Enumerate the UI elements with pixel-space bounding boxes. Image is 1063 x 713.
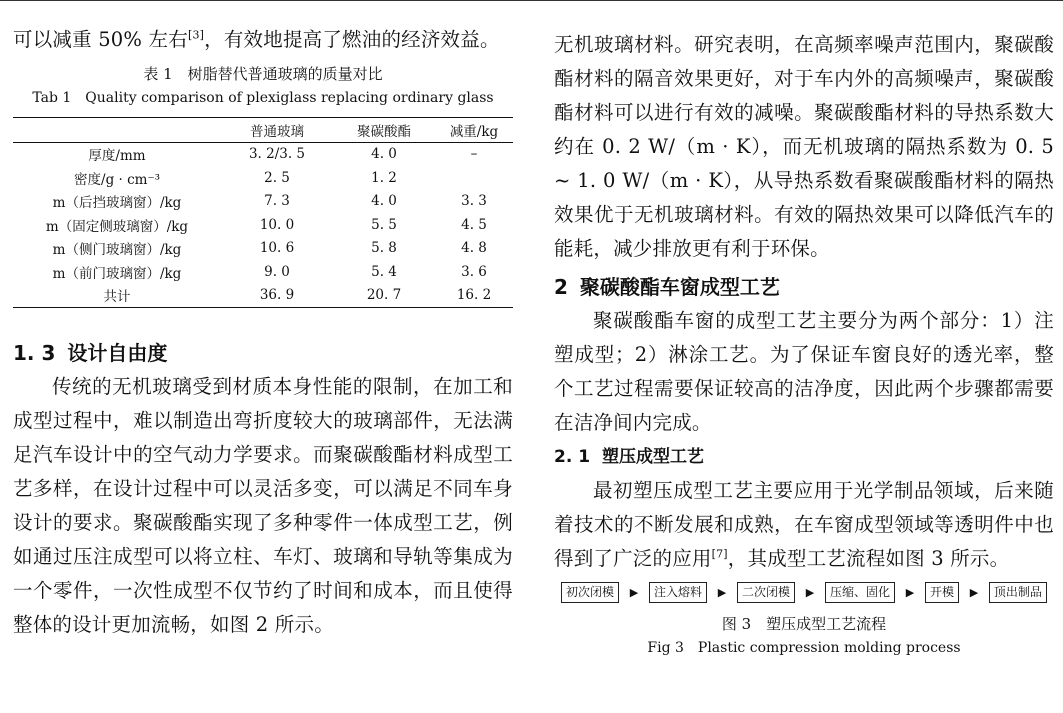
molding-tail: ，其成型工艺流程如图 3 所示。 bbox=[727, 547, 1010, 570]
arrow-right-icon: ▶ bbox=[969, 586, 979, 599]
table-header-cell: 聚碳酸酯 bbox=[357, 123, 411, 140]
intro-paragraph bbox=[13, 23, 513, 57]
arrow-right-icon: ▶ bbox=[905, 586, 915, 599]
table-cell: 3. 3 bbox=[461, 193, 487, 210]
process-paragraph: 聚碳酸酯车窗的成型工艺主要分为两个部分：1）注塑成型；2）淋涂工艺。为了保证车窗良好的透光率，整个工艺过程需要保证较高的洁净度，因此两个步骤都需要在洁净间内完成。 bbox=[554, 309, 1054, 434]
quality-comparison-table bbox=[13, 117, 513, 308]
figure-caption-cn: 图 3 塑压成型工艺流程 bbox=[721, 615, 887, 633]
table-header-row bbox=[13, 118, 513, 143]
molding-text: 最初塑压成型工艺主要应用于光学制品领域，后来随着技术的不断发展和成熟，在车窗成型领域等透明件中也得到了广泛的应用 bbox=[554, 479, 1054, 570]
section-heading-2 bbox=[554, 270, 1054, 304]
table-cell: 2. 5 bbox=[264, 169, 290, 186]
table-row bbox=[13, 260, 513, 284]
table-header-cell bbox=[13, 118, 221, 143]
subsection-number: 2. 1 bbox=[554, 447, 591, 467]
section-number: 2 bbox=[554, 275, 568, 299]
table-cell: m（侧门玻璃窗）/kg bbox=[52, 242, 182, 259]
table-cell bbox=[435, 166, 513, 190]
table-row bbox=[13, 190, 513, 214]
table-row bbox=[13, 166, 513, 190]
table-caption-cn: 表 1 树脂替代普通玻璃的质量对比 bbox=[143, 65, 383, 83]
intro-text: 可以减重 50% 左右 bbox=[13, 28, 188, 51]
table-cell: 密度/g · cm⁻³ bbox=[74, 171, 160, 188]
table-row bbox=[13, 142, 513, 166]
section-title: 聚碳酸酯车窗成型工艺 bbox=[579, 275, 780, 299]
right-column bbox=[554, 0, 1054, 659]
table-cell: 10. 0 bbox=[259, 216, 295, 233]
table-cell: 3. 6 bbox=[461, 263, 487, 280]
table-cell: m（后挡玻璃窗）/kg bbox=[52, 195, 182, 212]
subsection-heading-2-1 bbox=[554, 440, 1054, 474]
citation-3[interactable]: [3] bbox=[187, 28, 205, 42]
table-header-cell: 普通玻璃 bbox=[250, 123, 304, 140]
intro-tail: ，有效地提高了燃油的经济效益。 bbox=[204, 28, 500, 51]
table-cell: 9. 0 bbox=[264, 263, 290, 280]
table-cell: 10. 6 bbox=[259, 240, 295, 257]
table-cell: 厚度/mm bbox=[88, 148, 146, 165]
figure-caption-en: Fig 3 Plastic compression molding process bbox=[647, 640, 961, 656]
process-flow-diagram bbox=[561, 582, 1047, 603]
subsection-title: 塑压成型工艺 bbox=[602, 447, 705, 467]
citation-7[interactable]: [7] bbox=[711, 547, 728, 561]
table-cell: 4. 8 bbox=[461, 240, 487, 257]
arrow-right-icon: ▶ bbox=[717, 586, 727, 599]
table-row bbox=[13, 213, 513, 237]
section-heading-1-3 bbox=[13, 336, 513, 370]
table-header-cell: 减重/kg bbox=[449, 123, 499, 140]
section-title: 设计自由度 bbox=[67, 341, 168, 365]
table-cell: m（固定侧玻璃窗）/kg bbox=[45, 218, 189, 235]
table-cell: 1. 2 bbox=[371, 169, 397, 186]
table-cell: m（前门玻璃窗）/kg bbox=[52, 265, 182, 282]
table-cell: 5. 4 bbox=[371, 263, 397, 280]
table-cell: 4. 0 bbox=[371, 193, 397, 210]
table-cell: 16. 2 bbox=[456, 287, 492, 304]
table-row bbox=[13, 237, 513, 261]
table-cell: 4. 0 bbox=[371, 146, 397, 163]
table-cell: 共计 bbox=[103, 289, 131, 306]
section-number: 1. 3 bbox=[13, 341, 56, 365]
flow-step: 压缩、固化 bbox=[825, 582, 895, 603]
arrow-right-icon: ▶ bbox=[629, 586, 639, 599]
table-cell: 20. 7 bbox=[366, 287, 402, 304]
design-freedom-paragraph: 传统的无机玻璃受到材质本身性能的限制，在加工和成型过程中，难以制造出弯折度较大的玻璃部件，无法满足汽车设计中的空气动力学要求。而聚碳酸酯材料成型工艺多样，在设计过程中可以灵活多变，可以满足不同车身设计的要求。聚碳酸酯实现了多种零件一体成型工艺，例如通过压注成型可以将立柱、车灯、玻璃和导轨等集成为一个零件，一次性成型不仅节约了时间和成本，而且使得整体的设计更加流畅，如图 2 所示。 bbox=[13, 375, 513, 636]
table-cell: 5. 8 bbox=[371, 240, 397, 257]
table-caption-en: Tab 1 Quality comparison of plexiglass replacing ordinary glass bbox=[32, 90, 494, 106]
insulation-paragraph: 无机玻璃材料。研究表明，在高频率噪声范围内，聚碳酸酯材料的隔音效果更好，对于车内外的高频噪声，聚碳酸酯材料可以进行有效的减噪。聚碳酸酯材料的导热系数大约在 0. 2 W/（m · K），而无机玻璃的隔热系数为 0. 5 ~ 1. 0 W/（m · K），从导热系数看聚碳酸酯材料的隔热效果优于无机玻璃材料。有效的隔热效果可以降低汽车的能耗，减少排放更有利于环保。 bbox=[554, 33, 1054, 260]
table-cell: 3. 2/3. 5 bbox=[248, 146, 306, 163]
flow-step: 注入熔料 bbox=[649, 582, 707, 603]
arrow-right-icon: ▶ bbox=[805, 586, 815, 599]
table-cell: 5. 5 bbox=[371, 216, 397, 233]
table-cell: – bbox=[470, 146, 478, 163]
flow-step: 开模 bbox=[925, 582, 959, 603]
flow-step: 顶出制品 bbox=[989, 582, 1047, 603]
table-cell: 7. 3 bbox=[264, 193, 290, 210]
table-row bbox=[13, 284, 513, 308]
table-cell: 4. 5 bbox=[461, 216, 487, 233]
table-cell: 36. 9 bbox=[259, 287, 295, 304]
left-column bbox=[13, 0, 513, 642]
flow-step: 初次闭模 bbox=[561, 582, 619, 603]
flow-step: 二次闭模 bbox=[737, 582, 795, 603]
molding-paragraph bbox=[554, 474, 1054, 576]
